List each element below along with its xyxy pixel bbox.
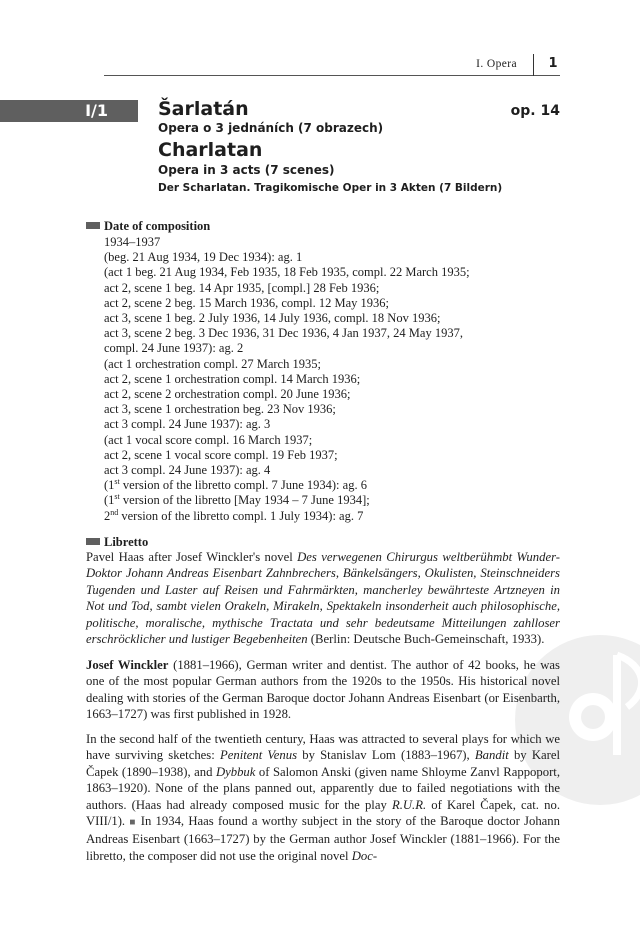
date-line: (beg. 21 Aug 1934, 19 Dec 1934): ag. 1: [104, 250, 303, 265]
date-line: act 3, scene 1 beg. 2 July 1936, 14 July 1936, compl. 18 Nov 1936;: [104, 311, 441, 326]
subtitle-czech: Opera o 3 jednáních (7 obrazech): [158, 121, 384, 135]
date-line: act 3 compl. 24 June 1937): ag. 3: [104, 417, 271, 432]
section-marker: [86, 222, 100, 229]
running-head-section: I. Opera: [476, 58, 517, 70]
date-line: (act 1 orchestration compl. 27 March 1935;: [104, 356, 321, 371]
running-head-divider: [533, 54, 535, 76]
title-german: Der Scharlatan. Tragikomische Oper in 3 Akten (7 Bildern): [158, 182, 503, 194]
libretto-paragraph: Pavel Haas after Josef Winckler's novel Des verwegenen Chirurgus weltberühmbt Wunder-Doktor Johann Andreas Eisenbart Zahnbrechers, Bänkelsängers, Okulisten, Steinschneiders Tugenden und Laster auf Reisen und Fahrmärkten, mancherley bewährteste Artzneyen in Not und Tod, sambt vielen Orakeln, Mirakeln, Spektakeln insonderheit auch philosophische, politische, moralische, mythische Tractata und sehr bedeutsame Mitteilungen zahlloser erschröcklicher und lustiger Begebenheiten (Berlin: Deutsche Buch-Gemeinschaft, 1933).: [86, 550, 560, 647]
date-line: (1st version of the libretto [May 1934 – 7 June 1934];: [104, 492, 370, 508]
date-line: 1934–1937: [104, 235, 161, 249]
composition-dates: [104, 235, 470, 524]
date-line: act 3, scene 1 orchestration beg. 23 Nov 1936;: [104, 402, 336, 417]
history-paragraph: In the second half of the twentieth century, Haas was attracted to several plays for which we have surviving sketches: Penitent Venus by Stanislav Lom (1883–1967), Bandit by Karel Čapek (1890–1938), and Dybbuk of Salomon Anski (given name Shloyme Zanvl Rappoport, 1863–1920). None of the plans panned out, apparently due to failed negotiations with the authors. (Haas had already composed music for the play R.U.R. of Karel Čapek, cat. no. VIII/1). ■ In 1934, Haas found a worthy subject in the story of the Baroque doctor Johann Andreas Eisenbart (1663–1727) by the German author Josef Winckler (1881–1966). For the libretto, the composer did not use the original novel Doc-: [86, 732, 560, 863]
novel-title: Des verwegenen Chirurgus weltberühmbt Wunder-Doktor Johann Andreas Eisenbart Zahnbrechers, Bänkelsängers, Okulisten, Steinschneiders Tugenden und Laster auf Reisen und Fahrmärkten, mancherley bewährteste Artzneyen in Not und Tod, sambt vielen Orakeln, Mirakeln, Spektakeln insonderheit auch philosophische, politische, moralische, mythische Tractata und sehr bedeutsame Mitteilungen zahlloser erschröcklicher und lustiger Begebenheiten: [86, 550, 560, 647]
date-line: act 2, scene 1 orchestration compl. 14 March 1936;: [104, 371, 361, 386]
date-line: act 2, scene 2 beg. 15 March 1936, compl. 12 May 1936;: [104, 295, 390, 310]
paragraph-marker: ■: [129, 817, 137, 829]
opus-number: op. 14: [510, 103, 560, 119]
date-line: act 2, scene 1 beg. 14 Apr 1935, [compl.] 28 Feb 1936;: [104, 280, 380, 295]
date-line: (1st version of the libretto compl. 7 June 1934): ag. 6: [104, 477, 367, 493]
date-line: compl. 24 June 1937): ag. 2: [104, 341, 244, 356]
section-marker: [86, 538, 100, 545]
title-czech: Šarlatán: [158, 98, 249, 120]
date-line: act 3, scene 2 beg. 3 Dec 1936, 31 Dec 1936, 4 Jan 1937, 24 May 1937,: [104, 326, 463, 341]
running-head: [104, 57, 560, 76]
page-number: 1: [548, 56, 558, 71]
libretto-heading: Libretto: [86, 535, 148, 550]
date-line: act 3 compl. 24 June 1937): ag. 4: [104, 463, 271, 478]
date-line: act 2, scene 2 orchestration compl. 20 June 1936;: [104, 387, 351, 402]
catalog-number-tag: I/1: [0, 100, 138, 122]
author-paragraph: Josef Winckler (1881–1966), German writer and dentist. The author of 42 books, he was one of the most popular German authors from the 1920s to the 1950s. His historical novel dealing with stories of the German Baroque doctor Johann Andreas Eisenbart (or Eisenbarth, 1663–1727) was first published in 1928.: [86, 658, 560, 722]
title-english: Charlatan: [158, 139, 263, 161]
composition-heading: Date of composition: [86, 219, 210, 234]
author-name: Josef Winckler: [86, 658, 169, 672]
date-line: 2nd version of the libretto compl. 1 July 1934): ag. 7: [104, 507, 364, 523]
date-line: act 2, scene 1 vocal score compl. 19 Feb 1937;: [104, 447, 338, 462]
date-line: (act 1 vocal score compl. 16 March 1937;: [104, 432, 313, 447]
date-line: (act 1 beg. 21 Aug 1934, Feb 1935, 18 Feb 1935, compl. 22 March 1935;: [104, 265, 470, 280]
subtitle-english: Opera in 3 acts (7 scenes): [158, 163, 335, 177]
title-block: [158, 99, 560, 196]
